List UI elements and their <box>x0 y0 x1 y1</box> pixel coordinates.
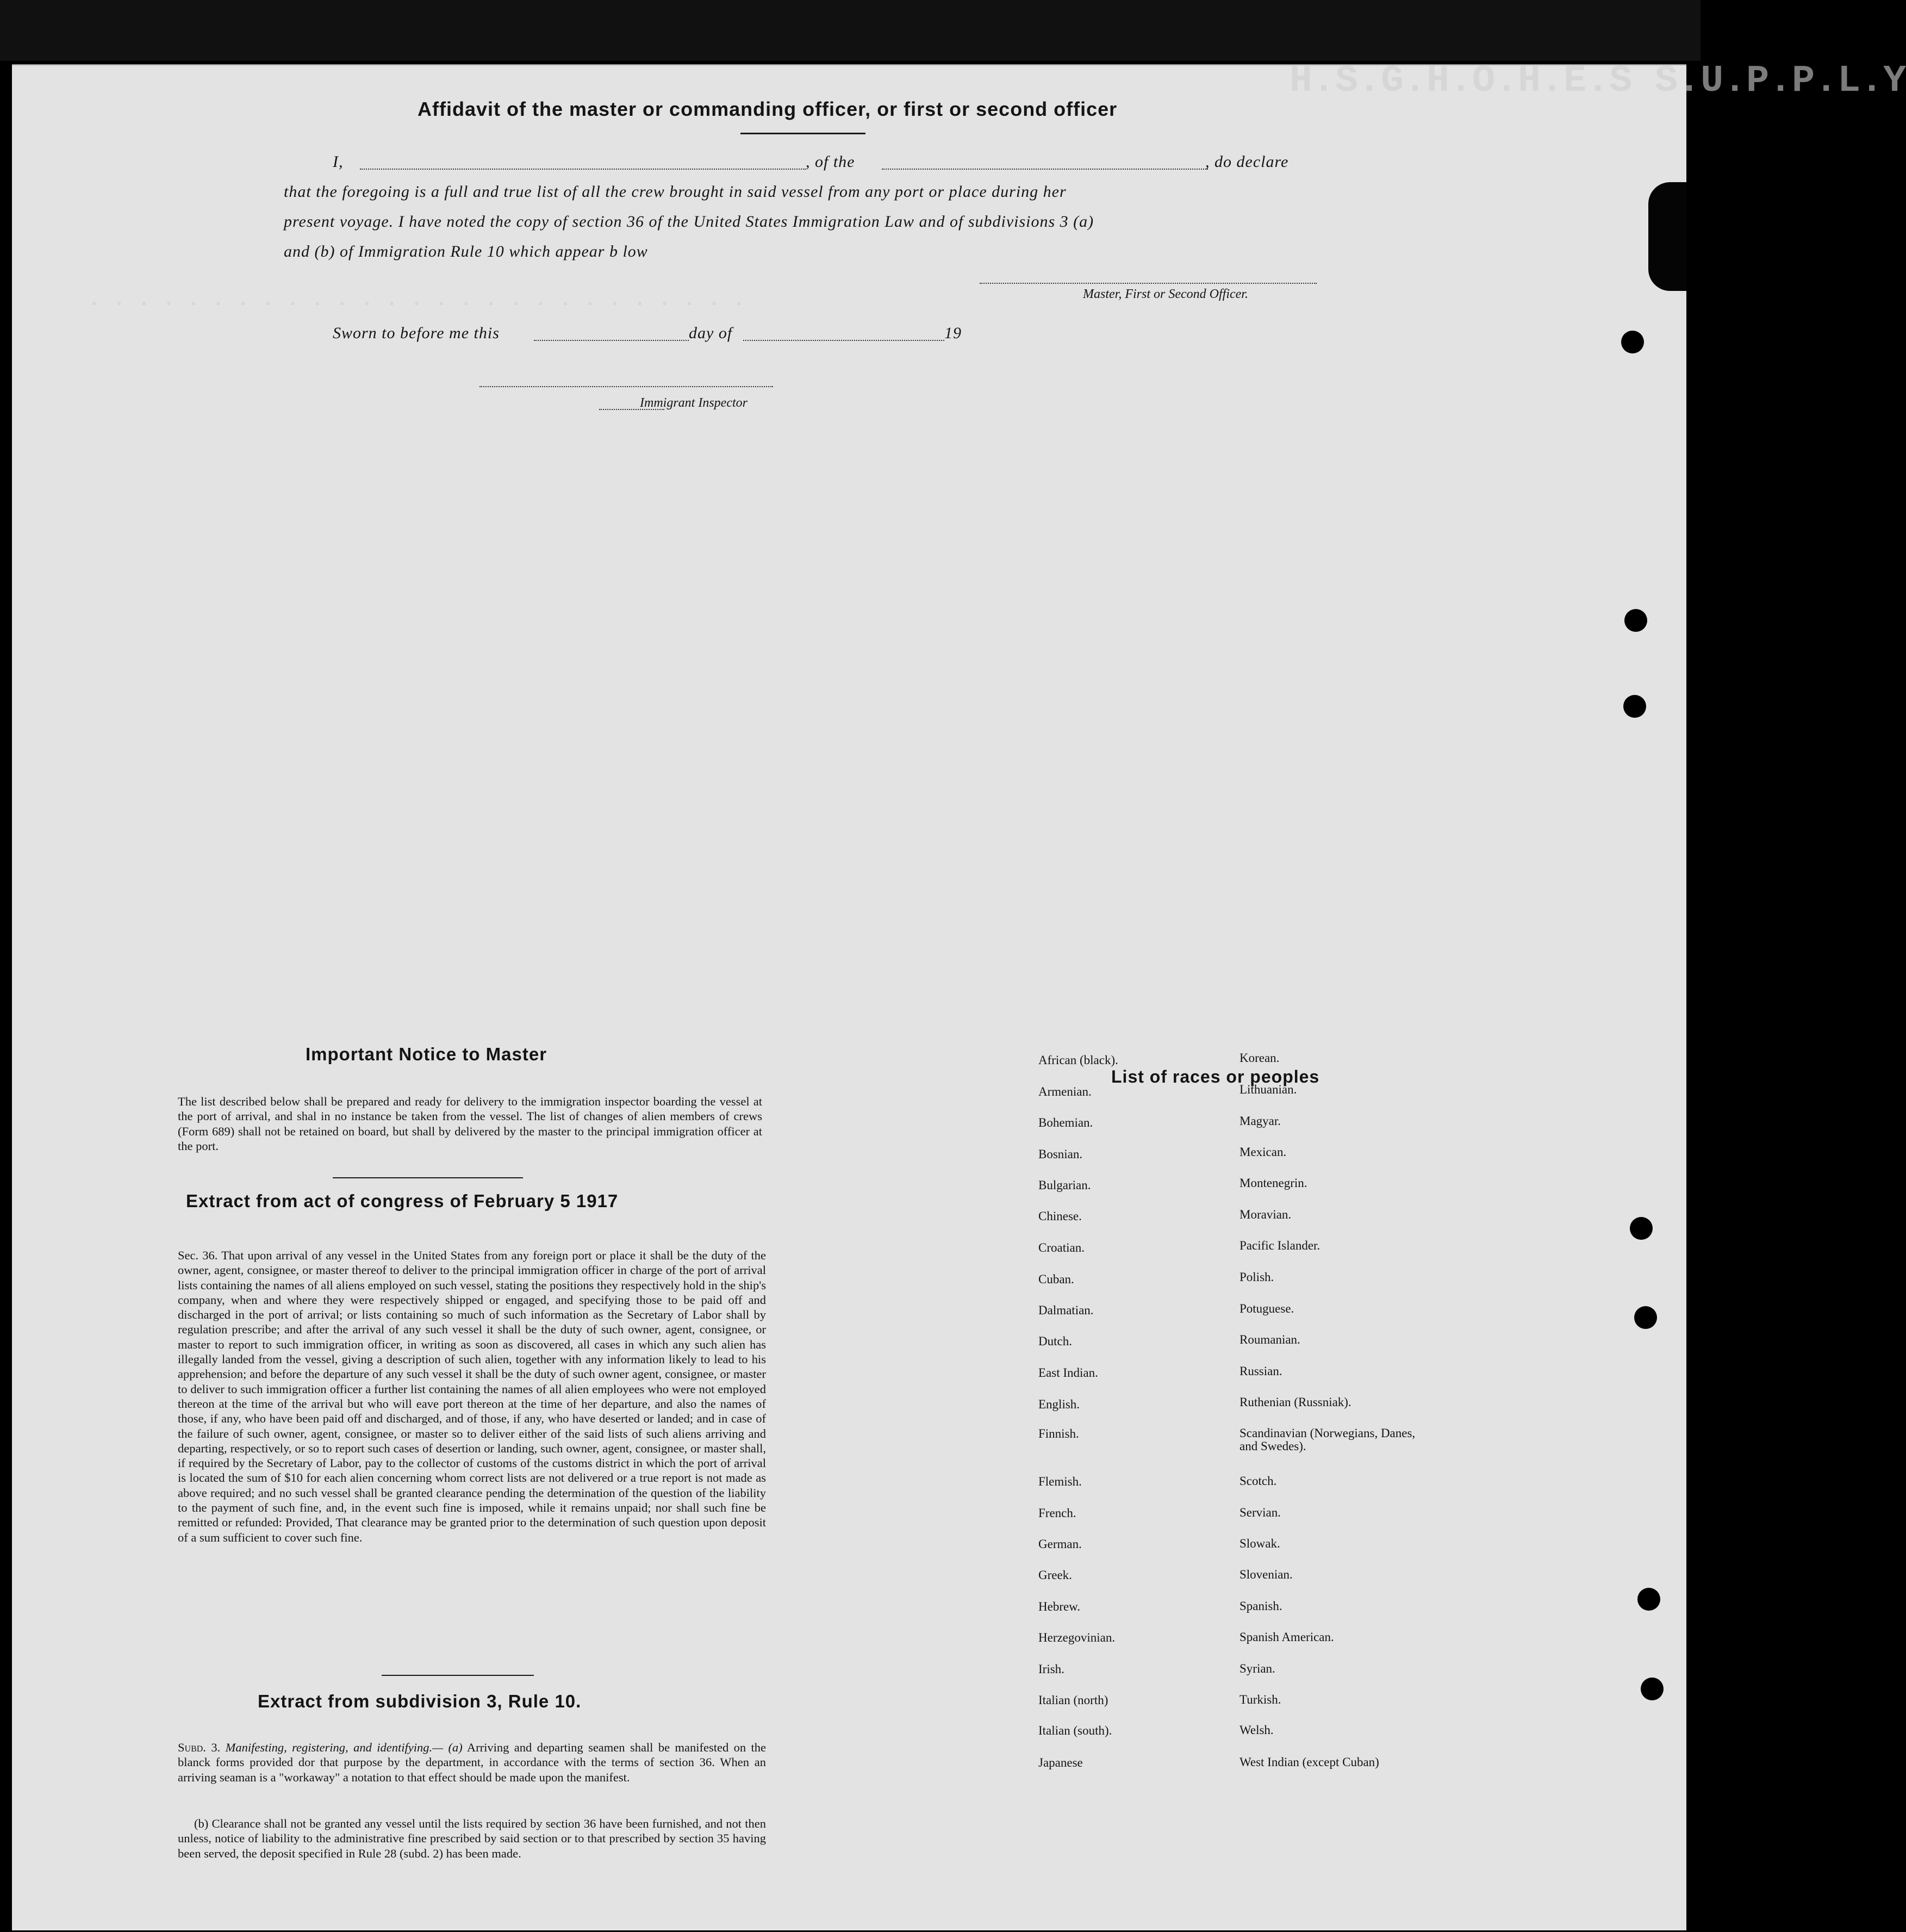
race-item: Syrian. <box>1239 1662 1275 1675</box>
race-item: Bohemian. <box>1038 1116 1093 1129</box>
affidavit-vessel-field[interactable] <box>882 169 1208 170</box>
race-item: Potuguese. <box>1239 1302 1294 1315</box>
punch-hole <box>1637 1588 1660 1611</box>
race-item: Slovenian. <box>1239 1568 1293 1581</box>
race-item: French. <box>1038 1506 1076 1520</box>
rule-subd-a <box>178 1740 766 1785</box>
race-item: Italian (north) <box>1038 1693 1108 1707</box>
race-item: Dalmatian. <box>1038 1303 1094 1317</box>
master-signature-label: Master, First or Second Officer. <box>1083 287 1248 301</box>
binder-clip-mark <box>1648 182 1686 291</box>
affidavit-title: Affidavit of the master or commanding officer, or first or second officer <box>418 98 1118 120</box>
affidavit-line-3: present voyage. I have noted the copy of section 36 of the United States Immigration Law and of subdivisions 3 (a) <box>284 213 1094 231</box>
race-item: Slowak. <box>1239 1537 1280 1550</box>
race-item: Cuban. <box>1038 1272 1074 1286</box>
race-item: Spanish American. <box>1239 1630 1334 1644</box>
sworn-day-label: day of <box>689 324 733 342</box>
punch-hole <box>1624 609 1647 632</box>
sworn-year-label: 19 <box>944 324 962 342</box>
race-item: Chinese. <box>1038 1209 1082 1223</box>
inspector-signature-field[interactable] <box>479 386 773 387</box>
race-item: West Indian (except Cuban) <box>1239 1755 1379 1769</box>
bleed-through-row: . . . . . . . . . . . . . . . . . . . . . . . . . . . <box>88 288 745 312</box>
act-divider <box>382 1675 534 1676</box>
race-item: Ruthenian (Russniak). <box>1239 1395 1351 1409</box>
rule-subd-b: (b) Clearance shall not be granted any vessel until the lists required by section 36 have been furnished, and not then unless, notice of liability to the administrative fine prescribed by said section or to that prescribed by section 35 having been served, the deposit specified in Rule 28 (subd. 2) has been made. <box>178 1817 766 1860</box>
race-item: Bosnian. <box>1038 1147 1083 1161</box>
race-item: Welsh. <box>1239 1723 1274 1737</box>
rule-subd-heading: Manifesting, registering, and identifying.— (a) <box>225 1741 463 1754</box>
race-item: Irish. <box>1038 1662 1064 1676</box>
race-item: Finnish. <box>1038 1427 1079 1440</box>
race-item: Greek. <box>1038 1568 1072 1582</box>
race-item: Japanese <box>1038 1756 1083 1769</box>
sworn-day-field[interactable] <box>534 340 689 341</box>
punch-hole <box>1623 695 1646 718</box>
affidavit-declare-label: , do declare <box>1205 153 1289 171</box>
affidavit-i-label: I, <box>333 153 344 171</box>
race-item: Pacific Islander. <box>1239 1239 1321 1252</box>
race-item: Turkish. <box>1239 1693 1281 1706</box>
punch-hole <box>1641 1678 1664 1700</box>
race-item: Scandinavian (Norwegians, Danes, and Swedes). <box>1239 1426 1416 1453</box>
affidavit-of-the-label: , of the <box>806 153 855 171</box>
master-signature-field[interactable] <box>980 283 1317 284</box>
race-item: Bulgarian. <box>1038 1178 1091 1192</box>
races-title: List of races or peoples <box>1111 1067 1320 1086</box>
notice-body: The list described below shall be prepared and ready for delivery to the immigration inspector boarding the vessel at the port of arrival, and shal in no instance be taken from the vessel. The list of changes of alien members of crews (Form 689) shall not be retained on board, but shall by delivered by the master to the principal immigration officer at the port. <box>178 1095 762 1153</box>
notice-title: Important Notice to Master <box>306 1044 547 1064</box>
race-item: Roumanian. <box>1239 1333 1300 1346</box>
race-item: Montenegrin. <box>1239 1176 1307 1190</box>
race-item: African (black). <box>1038 1053 1118 1067</box>
affidavit-title-rule <box>740 133 865 134</box>
race-item: German. <box>1038 1537 1082 1551</box>
race-item: Magyar. <box>1239 1114 1281 1128</box>
race-item: Armenian. <box>1038 1085 1092 1098</box>
act-title: Extract from act of congress of February 5 1917 <box>186 1191 619 1211</box>
race-item: Dutch. <box>1038 1334 1072 1348</box>
race-item: Hebrew. <box>1038 1600 1081 1613</box>
rule-subd-a-text: Arriving and departing seamen shall be manifested on the blanck forms provided dor that purpose by the department, in accordance with the terms of section 36. When an arriving seaman is a "workaway" a notation to that effect should be made upon the manifest. <box>178 1741 766 1784</box>
affidavit-line-4: and (b) of Immigration Rule 10 which appear b low <box>284 243 648 260</box>
sworn-prefix: Sworn to before me this <box>333 324 500 342</box>
race-item: Servian. <box>1239 1506 1281 1519</box>
affidavit-name-field[interactable] <box>360 169 806 170</box>
race-item: Herzegovinian. <box>1038 1631 1116 1644</box>
race-item: Italian (south). <box>1038 1724 1112 1737</box>
race-item: Moravian. <box>1239 1208 1292 1221</box>
inspector-label: Immigrant Inspector <box>640 396 748 410</box>
race-item: Spanish. <box>1239 1599 1282 1613</box>
race-item: Croatian. <box>1038 1241 1085 1254</box>
race-item: Korean. <box>1239 1051 1280 1065</box>
race-item: English. <box>1038 1397 1080 1411</box>
punch-hole <box>1621 331 1644 353</box>
rule-subd-lead: Subd. 3. <box>178 1741 221 1754</box>
race-item: Lithuanian. <box>1239 1083 1297 1096</box>
race-item: Polish. <box>1239 1270 1274 1284</box>
race-item: Mexican. <box>1239 1145 1287 1159</box>
affidavit-line-2: that the foregoing is a full and true list of all the crew brought in said vessel from any port or place during her <box>284 183 1067 201</box>
document-page <box>12 60 1906 1930</box>
race-item: Scotch. <box>1239 1474 1277 1488</box>
notice-divider <box>333 1177 523 1178</box>
top-dark-strip <box>0 0 1701 61</box>
race-item: Russian. <box>1239 1364 1282 1378</box>
punch-hole <box>1630 1217 1653 1240</box>
punch-hole <box>1634 1306 1657 1329</box>
bleed-through-header: H.S.G.H.O.H.E.S S.U.P.P.L.Y <box>1290 60 1906 103</box>
race-item: East Indian. <box>1038 1366 1098 1380</box>
act-body: Sec. 36. That upon arrival of any vessel in the United States from any foreign port or place it shall be the duty of the owner, agent, consignee, or master thereof to deliver to the principal immigration officer in charge of the port of arrival lists containing the names of all aliens employed on such vessel, stating the positions they respectively hold in the ship's company, when and where they were respectively shipped or engaged, and specifying those to be paid off and discharged in the port of arrival; or lists containing so much of such information as the Secretary of Labor shall by regulation prescribe; and after the arrival of any such vessel it shall be the duty of such owner, agent, consignee, or master to report to such immigration officer, in writing as soon as discovered, all cases in which any such alien has illegally landed from the vessel, giving a description of such alien, together with any information likely to lead to his apprehension; and before the departure of any such vessel it shall be the duty of such owner agent, consignee, or master to deliver to such immigration officer a further list containing the names of all alien employees who were not employed thereon at the time of the arrival but who will eave port thereon at the time of her departure, and also the names of those, if any, who have been paid off and discharged, and of those, if any, who have deserted or landed; and in case of the failure of such owner, agent, consignee, or master so to deliver either of the said lists of such aliens arriving and departing, respectively, or so to report such cases of desertion or landing, such owner, agent, consignee, or master shall, if required by the Secretary of Labor, pay to the collector of customs of the customs district in which the port of arrival is located the sum of $10 for each alien concerning whom correct lists are not delivered or a true report is not made as above required; and no such vessel shall be granted clearance pending the determination of the question of the liability to the payment of such fine, and, in the event such fine is imposed, while it remains unpaid; nor shall such fine be remitted or refunded: Provided, That clearance may be granted prior to the determination of such question upon deposit of a sum sufficient to cover such fine. <box>178 1248 766 1544</box>
sworn-month-field[interactable] <box>743 340 944 341</box>
rule-title: Extract from subdivision 3, Rule 10. <box>258 1691 582 1711</box>
race-item: Flemish. <box>1038 1475 1082 1488</box>
